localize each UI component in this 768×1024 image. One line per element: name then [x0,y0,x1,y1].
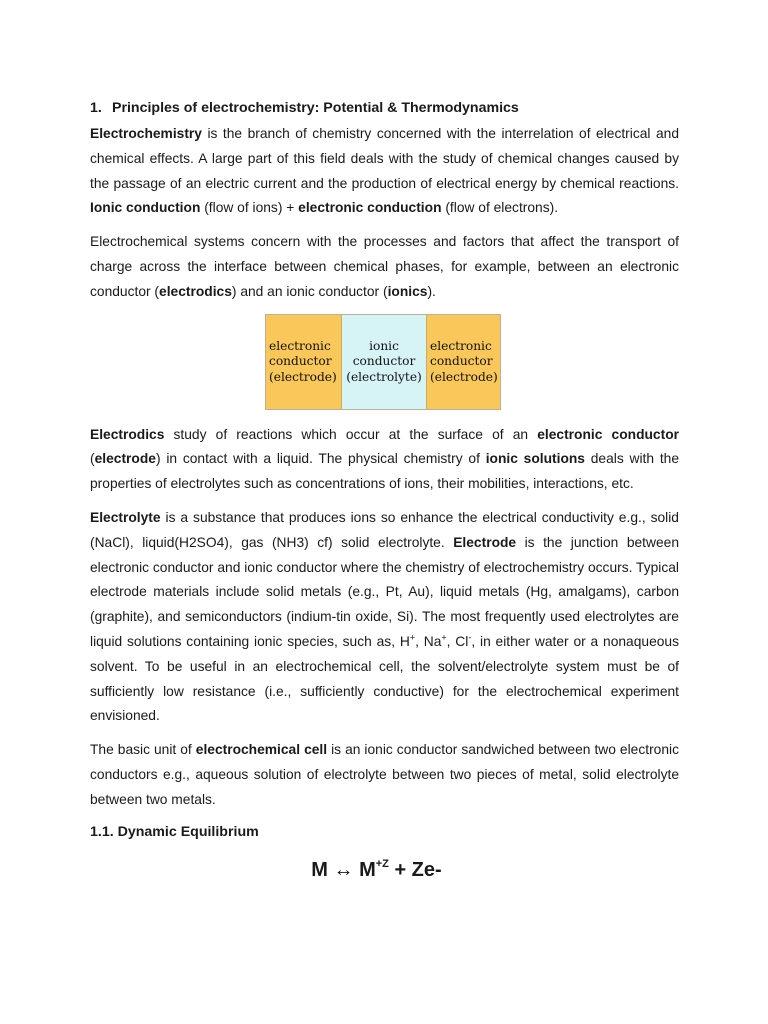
equation-charge: +Z [375,857,389,870]
diagram-label: conductor [430,354,493,369]
diagram-label: (electrode) [430,369,498,384]
equation-left: M ↔ M [311,858,376,881]
term-electrolyte: Electrolyte [90,509,161,525]
section-number: 1. [90,100,102,116]
paragraph-electrochemistry [90,122,679,221]
diagram-electrode-left [266,315,342,409]
diagram-label: ionic [369,338,399,353]
term-electronic-conductor: electronic conductor [537,426,679,442]
diagram-label: conductor [269,354,332,369]
diagram-label: (electrolyte) [346,369,422,384]
term-ionic-conduction: Ionic conduction [90,200,201,216]
term-electronic-conduction: electronic conduction [298,200,442,216]
text-span: , Na [415,633,442,649]
term-ionic-solutions: ionic solutions [485,451,585,467]
text-span: is a substance that produces ions so enhance the electrical conductivity e.g., solid (NaCl), liquid(H2SO4), gas (NH3) cf) solid electrolyte. [90,509,679,550]
superscript: - [468,632,472,643]
diagram-label: conductor [352,354,416,369]
paragraph-electrolyte [90,506,679,729]
text-span: is an ionic conductor sandwiched between two electronic conductors e.g., aqueous solution of electrolyte between two pieces of metal, solid electrolyte between two metals. [90,742,679,807]
document-page [90,98,679,882]
section-title: Principles of electrochemistry: Potential & Thermodynamics [112,100,519,116]
text-span: ( [90,451,95,467]
diagram-electrode-right [427,315,500,409]
text-span: deals with the properties of electrolytes such as concentrations of ions, their mobilities, interactions, etc. [90,451,680,492]
text-span: study of reactions which occur at the surface of an [164,426,538,442]
term-electrodics: Electrodics [90,426,165,442]
text-span: (flow of electrons). [441,200,559,216]
term-ionics: ionics [387,283,428,299]
term-electrodics: electrodics [159,283,232,299]
text-span: The basic unit of [90,742,196,758]
text-span: ) in contact with a liquid. The physical chemistry of [155,451,486,467]
paragraph-electrodics [90,423,679,497]
subsection-heading: 1.1. Dynamic Equilibrium [90,823,259,840]
equation-right: + Ze- [388,858,442,881]
paragraph-electrochemical-systems [90,230,679,304]
section-heading [90,98,679,118]
text-span: Electrochemical systems concern with the processes and factors that affect the transport of charge across the interface between chemical phases, for example, between an electronic conductor ( [90,234,679,299]
text-span: is the branch of chemistry concerned with the interrelation of electrical and chemical effects. A large part of this field deals with the study of chemical changes caused by the passage of an electric current and the production of electrical energy by chemical reactions. [90,126,679,191]
text-span: (flow of ions) + [200,200,299,216]
diagram-electrolyte [342,315,427,409]
paragraph-electrochemical-cell [90,738,679,812]
equilibrium-equation [74,852,679,882]
text-span: is the junction between electronic conductor and ionic conductor where the chemistry of electrochemistry occurs. Typical electrode materials include solid metals (e.g., Pt, Au), liquid metals (Hg, amalgams), carbon (graphite), and semiconductors (indium-tin oxide, Si). The most frequently used electrolytes are liquid solutions containing ionic species, such as, H [90,534,680,649]
conductor-diagram [265,314,501,410]
text-span: , Cl [446,633,469,649]
term-electrode: Electrode [453,534,517,550]
superscript: + [441,632,447,643]
term-electrochemistry: Electrochemistry [90,126,202,141]
term-electrochemical-cell: electrochemical cell [195,742,328,758]
text-span: ) and an ionic conductor ( [231,283,388,299]
diagram-label: electronic [430,338,492,353]
text-span: , in either water or a nonaqueous solvent. To be useful in an electrochemical cell, the solvent/electrolyte system must be of sufficiently low resistance (i.e., sufficiently conductive) for the electrochemical experiment envisioned. [90,633,679,724]
superscript: + [409,632,416,643]
diagram-label: electronic [269,338,331,353]
diagram-label: (electrode) [269,369,337,384]
term-electrode: electrode [94,451,156,467]
text-span: ). [427,283,436,299]
